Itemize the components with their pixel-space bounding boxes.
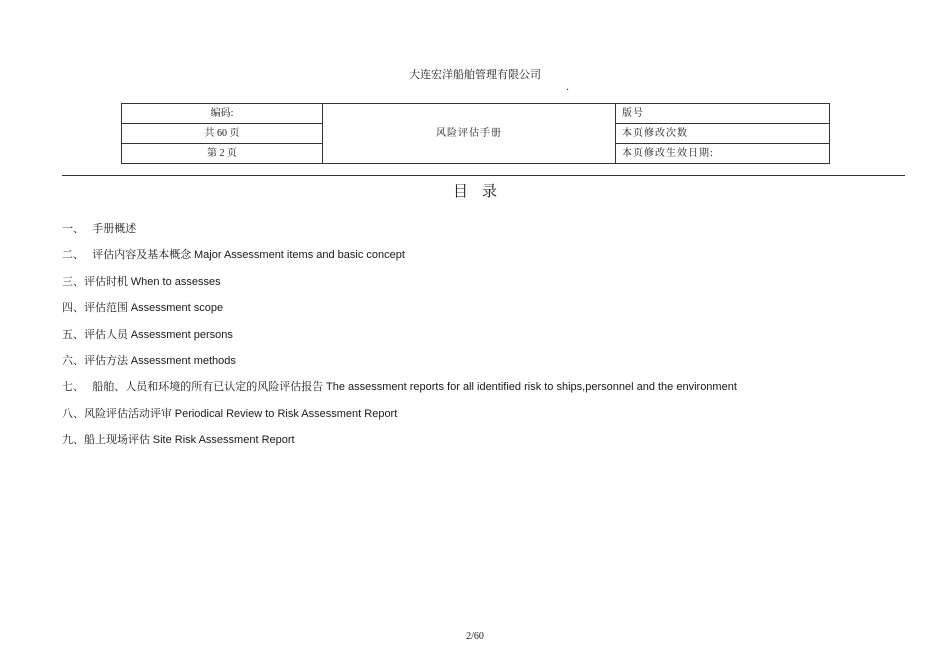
- toc-item-zh: 评估范围: [84, 302, 131, 315]
- toc-item-en: Site Risk Assessment Report: [152, 434, 295, 447]
- toc-item-number: 六、: [62, 354, 84, 367]
- revision-count-cell: 本页修改次数: [616, 124, 830, 144]
- page-cell: 第 2 页: [122, 144, 323, 164]
- toc-item-zh: 评估内容及基本概念: [92, 249, 194, 262]
- toc-item-zh: 评估时机: [84, 275, 131, 288]
- total-pages-cell: 共 60 页: [122, 124, 323, 144]
- toc-item[interactable]: [62, 380, 737, 406]
- toc-item-en: Assessment persons: [130, 328, 233, 341]
- table-row: [122, 104, 830, 124]
- toc-item[interactable]: [62, 433, 737, 459]
- toc-item[interactable]: [62, 301, 737, 327]
- toc-item[interactable]: [62, 328, 737, 354]
- toc-item[interactable]: [62, 222, 737, 248]
- toc-item-zh: 船上现场评估: [84, 434, 153, 447]
- revision-date-cell: 本页修改生效日期:: [616, 144, 830, 164]
- toc-item-en: The assessment reports for all identified risk to ships,personnel and the environment: [326, 381, 737, 394]
- header-divider: [62, 175, 905, 176]
- toc-item-en: Major Assessment items and basic concept: [194, 249, 405, 262]
- toc-item-number: 二、: [62, 249, 84, 262]
- toc-item[interactable]: [62, 248, 737, 274]
- toc-item-number: 九、: [62, 434, 84, 447]
- toc-item-en: Assessment methods: [130, 354, 236, 367]
- toc-item-number: 八、: [62, 407, 84, 420]
- toc-list: [62, 222, 737, 460]
- toc-item-number: 五、: [62, 328, 84, 341]
- page-number: 2/60: [466, 631, 484, 642]
- toc-item-zh: 评估人员: [84, 328, 131, 341]
- toc-item-en: Periodical Review to Risk Assessment Report: [174, 407, 398, 420]
- toc-item-en: Assessment scope: [130, 302, 224, 315]
- toc-item-zh: 风险评估活动评审: [84, 407, 175, 420]
- toc-item-number: 一、: [62, 223, 84, 235]
- toc-item-number: 三、: [62, 275, 84, 288]
- toc-item-zh: 评估方法: [84, 354, 131, 367]
- toc-item-number: 四、: [62, 302, 84, 315]
- manual-title-cell: 风险评估手册: [323, 104, 616, 164]
- toc-item-en: When to assesses: [130, 275, 221, 288]
- toc-title: 目录: [452, 184, 511, 200]
- toc-item[interactable]: [62, 407, 737, 433]
- version-cell: 版号: [616, 104, 830, 124]
- toc-item-zh: 船舶、人员和环境的所有已认定的风险评估报告: [92, 381, 326, 394]
- toc-item[interactable]: [62, 275, 737, 301]
- company-name: 大连宏洋船舶管理有限公司: [409, 69, 541, 81]
- toc-item[interactable]: [62, 354, 737, 380]
- code-cell: 编码:: [122, 104, 323, 124]
- toc-item-zh: 手册概述: [92, 223, 137, 235]
- header-mark: .: [566, 79, 569, 93]
- document-info-table: [121, 103, 830, 164]
- toc-item-number: 七、: [62, 381, 84, 394]
